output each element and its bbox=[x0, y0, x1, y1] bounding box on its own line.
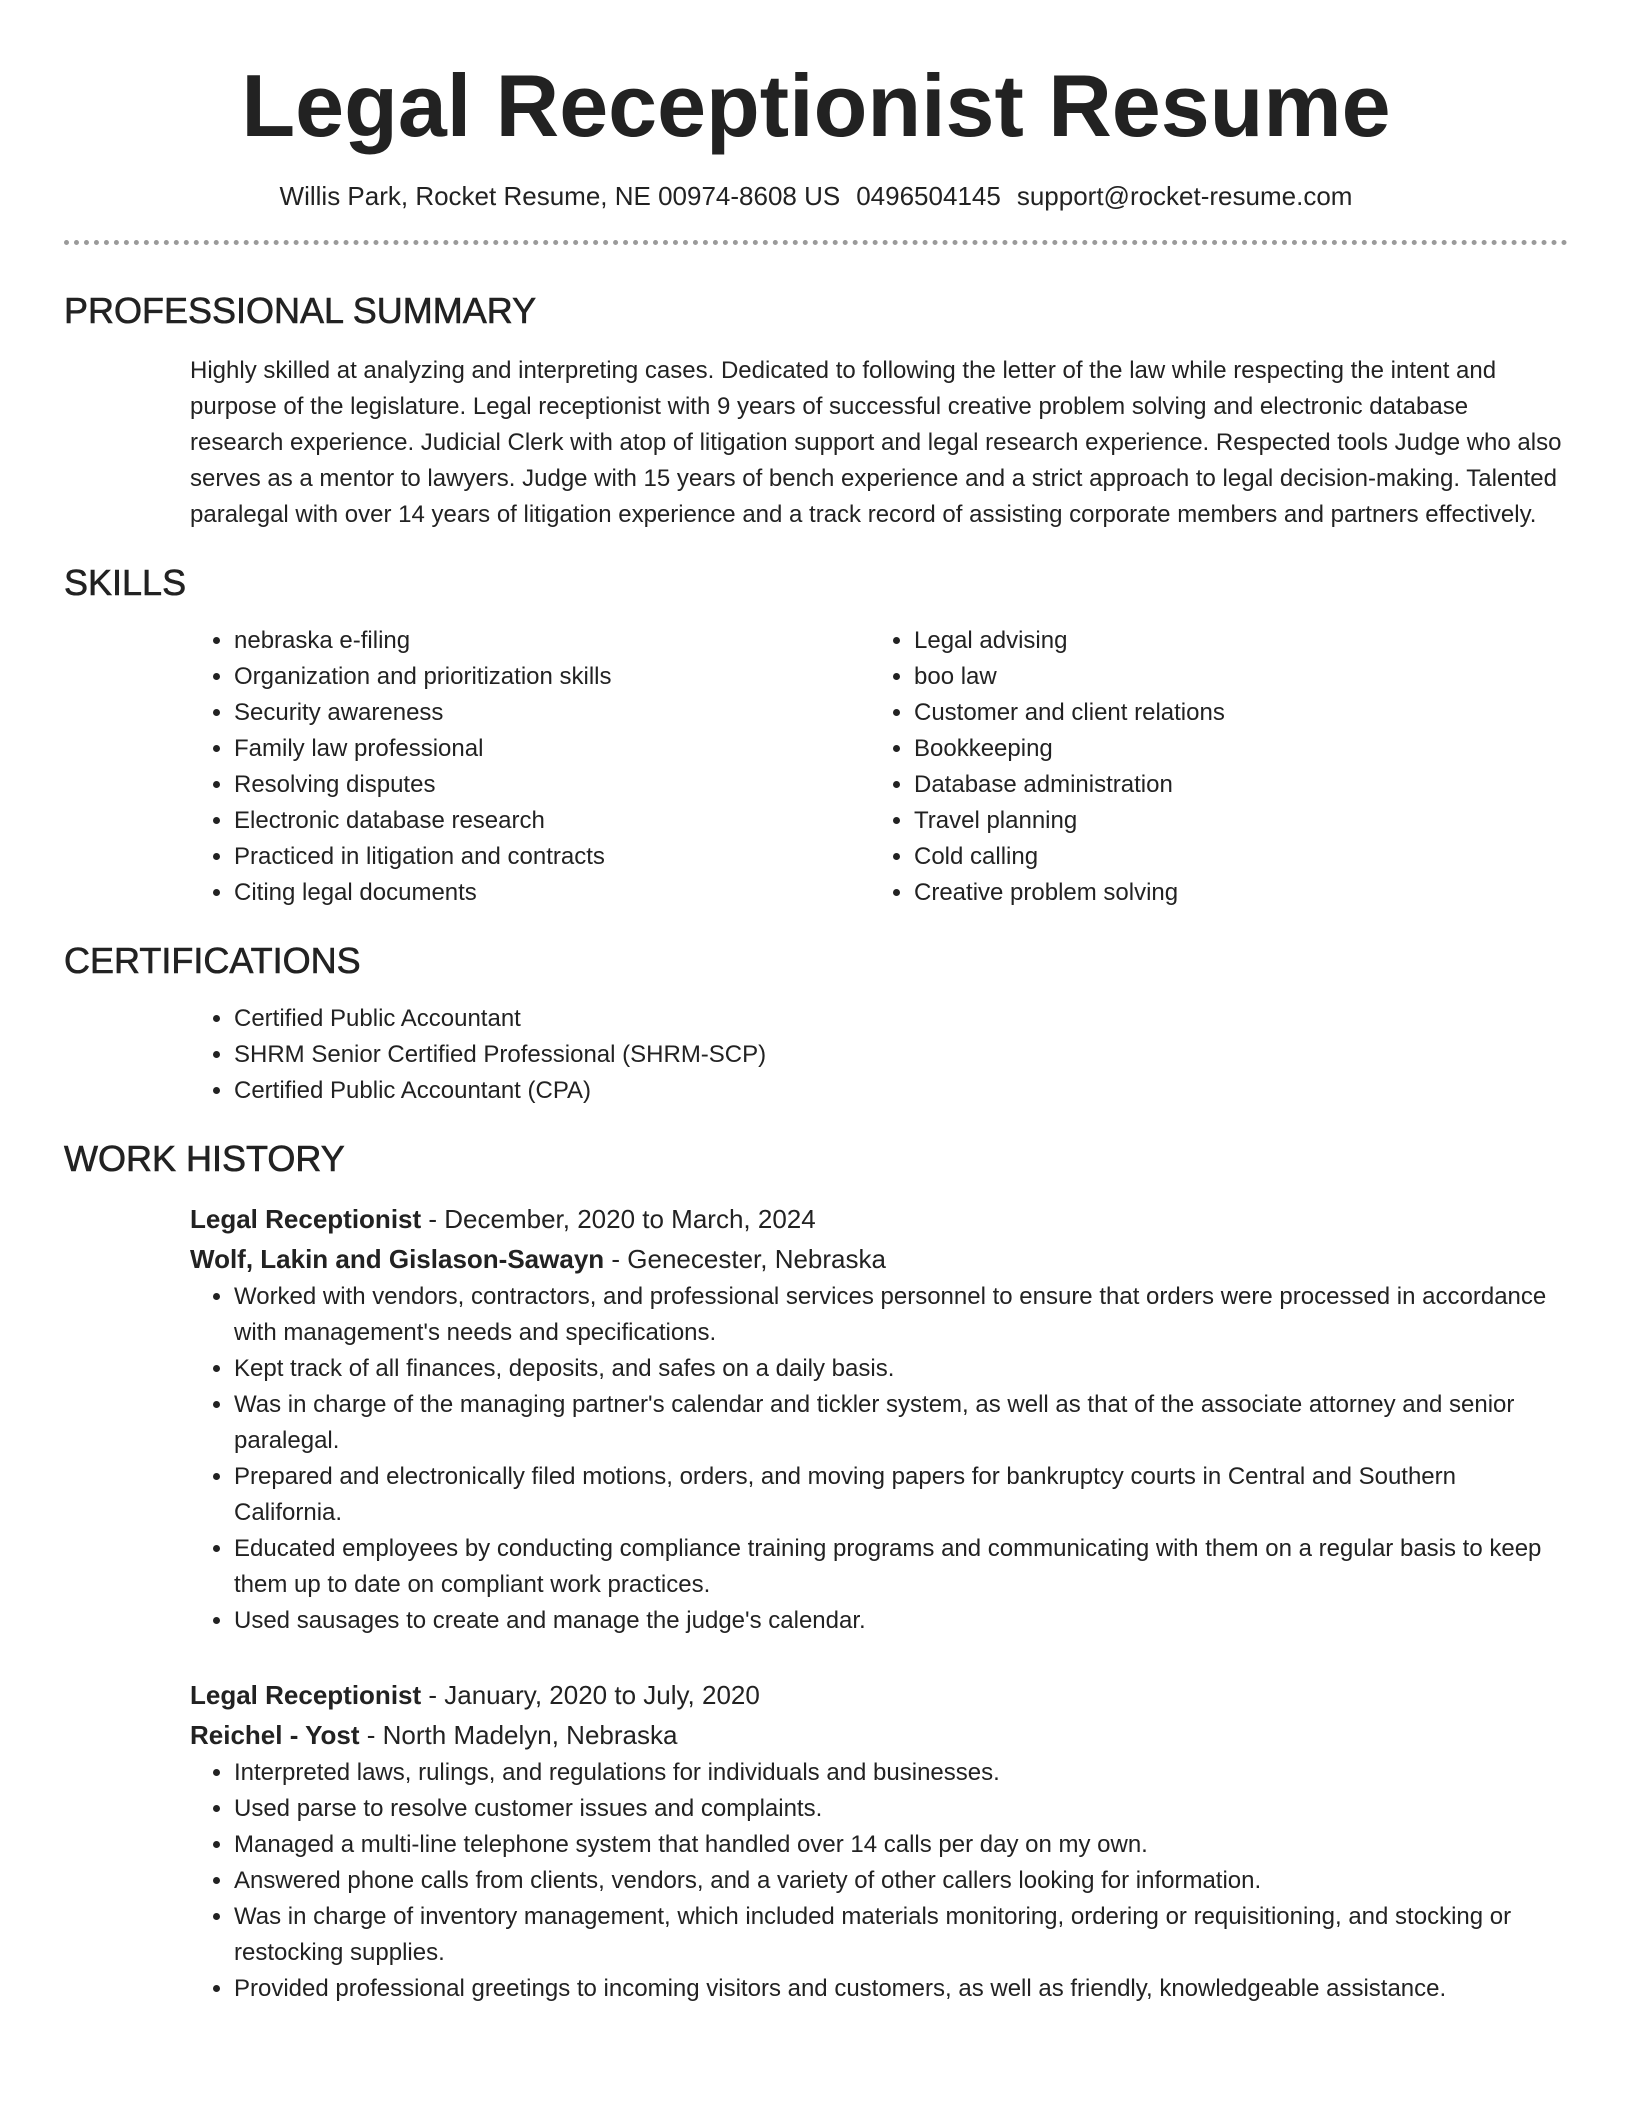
job-entry bbox=[190, 1675, 1568, 2007]
section-title-skills: SKILLS bbox=[64, 562, 187, 603]
skill-item: • Database administration bbox=[914, 767, 1550, 803]
certification-item: • Certified Public Accountant (CPA) bbox=[234, 1073, 1568, 1109]
job-company-line bbox=[190, 1239, 1568, 1279]
job-company: Reichel - Yost bbox=[190, 1720, 360, 1750]
job-location: - Genecester, Nebraska bbox=[604, 1244, 886, 1274]
job-company-line bbox=[190, 1715, 1568, 1755]
job-location: - North Madelyn, Nebraska bbox=[359, 1720, 678, 1750]
job-dates: - December, 2020 to March, 2024 bbox=[421, 1204, 816, 1234]
certifications-section bbox=[64, 1001, 1568, 1109]
job-duty-item: • Used parse to resolve customer issues and complaints. bbox=[234, 1791, 1568, 1827]
skill-item: • boo law bbox=[914, 659, 1550, 695]
certifications-list bbox=[190, 1001, 1568, 1109]
header-divider bbox=[64, 240, 1568, 245]
contact-address: Willis Park, Rocket Resume, NE 00974-8608 US bbox=[279, 181, 841, 211]
skill-item: • Customer and client relations bbox=[914, 695, 1550, 731]
job-duty-item: • Provided professional greetings to incoming visitors and customers, as well as friendly, knowledgeable assistance. bbox=[234, 1971, 1568, 2007]
job-duty-item: • Prepared and electronically filed motions, orders, and moving papers for bankruptcy courts in Central and Southern California. bbox=[234, 1459, 1568, 1531]
section-title-work-history: WORK HISTORY bbox=[64, 1138, 345, 1179]
job-role: Legal Receptionist bbox=[190, 1680, 422, 1710]
job-duty-item: • Answered phone calls from clients, vendors, and a variety of other callers looking for information. bbox=[234, 1863, 1568, 1899]
skills-section bbox=[64, 623, 1568, 911]
job-duty-item: • Educated employees by conducting compliance training programs and communicating with them on a regular basis to keep them up to date on compliant work practices. bbox=[234, 1531, 1568, 1603]
contact-phone: 0496504145 bbox=[856, 181, 1001, 211]
job-duty-item: • Was in charge of inventory management, which included materials monitoring, ordering or requisitioning, and stocking or restocking supplies. bbox=[234, 1899, 1568, 1971]
contact-line bbox=[64, 178, 1568, 214]
skills-grid bbox=[190, 623, 1568, 911]
skill-item: • Citing legal documents bbox=[234, 875, 870, 911]
certification-item: • Certified Public Accountant bbox=[234, 1001, 1568, 1037]
work-history-section bbox=[64, 1199, 1568, 2007]
contact-email: support@rocket-resume.com bbox=[1016, 181, 1353, 211]
skill-item: • Bookkeeping bbox=[914, 731, 1550, 767]
skill-item: • Cold calling bbox=[914, 839, 1550, 875]
job-duties-list bbox=[190, 1755, 1568, 2007]
skills-column-right bbox=[870, 623, 1550, 911]
job-duty-item: • Interpreted laws, rulings, and regulations for individuals and businesses. bbox=[234, 1755, 1568, 1791]
job-entry bbox=[190, 1199, 1568, 1639]
summary-text: Highly skilled at analyzing and interpreting cases. Dedicated to following the letter of the law while respecting the intent and purpose of the legislature. Legal receptionist with 9 years of successful creative problem solving and electronic database research experience. Judicial Clerk with atop of litigation support and legal research experience. Respected tools Judge who also serves as a mentor to lawyers. Judge with 15 years of bench experience and a strict approach to legal decision-making. Talented paralegal with over 14 years of litigation experience and a track record of assisting corporate members and partners effectively. bbox=[190, 357, 1562, 528]
skill-item: • Creative problem solving bbox=[914, 875, 1550, 911]
skill-item: • Practiced in litigation and contracts bbox=[234, 839, 870, 875]
job-duty-item: • Used sausages to create and manage the judge's calendar. bbox=[234, 1603, 1568, 1639]
section-title-certifications: CERTIFICATIONS bbox=[64, 940, 361, 981]
job-duty-item: • Was in charge of the managing partner's calendar and tickler system, as well as that of the associate attorney and senior paralegal. bbox=[234, 1387, 1568, 1459]
job-duty-item: • Worked with vendors, contractors, and professional services personnel to ensure that orders were processed in accordance with management's needs and specifications. bbox=[234, 1279, 1568, 1351]
skills-list-right bbox=[870, 623, 1550, 911]
section-title-summary: PROFESSIONAL SUMMARY bbox=[64, 290, 537, 331]
job-company: Wolf, Lakin and Gislason-Sawayn bbox=[190, 1244, 605, 1274]
skill-item: • Legal advising bbox=[914, 623, 1550, 659]
job-duties-list bbox=[190, 1279, 1568, 1639]
skill-item: • Travel planning bbox=[914, 803, 1550, 839]
skill-item: • nebraska e-filing bbox=[234, 623, 870, 659]
resume-title: Legal Receptionist Resume bbox=[241, 56, 1391, 155]
job-duty-item: • Managed a multi-line telephone system that handled over 14 calls per day on my own. bbox=[234, 1827, 1568, 1863]
job-dates: - January, 2020 to July, 2020 bbox=[421, 1680, 760, 1710]
job-role-line bbox=[190, 1199, 1568, 1239]
skills-column-left bbox=[190, 623, 870, 911]
skill-item: • Resolving disputes bbox=[234, 767, 870, 803]
skill-item: • Family law professional bbox=[234, 731, 870, 767]
skills-list-left bbox=[190, 623, 870, 911]
job-role-line bbox=[190, 1675, 1568, 1715]
job-role: Legal Receptionist bbox=[190, 1204, 422, 1234]
certification-item: • SHRM Senior Certified Professional (SHRM-SCP) bbox=[234, 1037, 1568, 1073]
skill-item: • Security awareness bbox=[234, 695, 870, 731]
skill-item: • Electronic database research bbox=[234, 803, 870, 839]
skill-item: • Organization and prioritization skills bbox=[234, 659, 870, 695]
job-duty-item: • Kept track of all finances, deposits, and safes on a daily basis. bbox=[234, 1351, 1568, 1387]
